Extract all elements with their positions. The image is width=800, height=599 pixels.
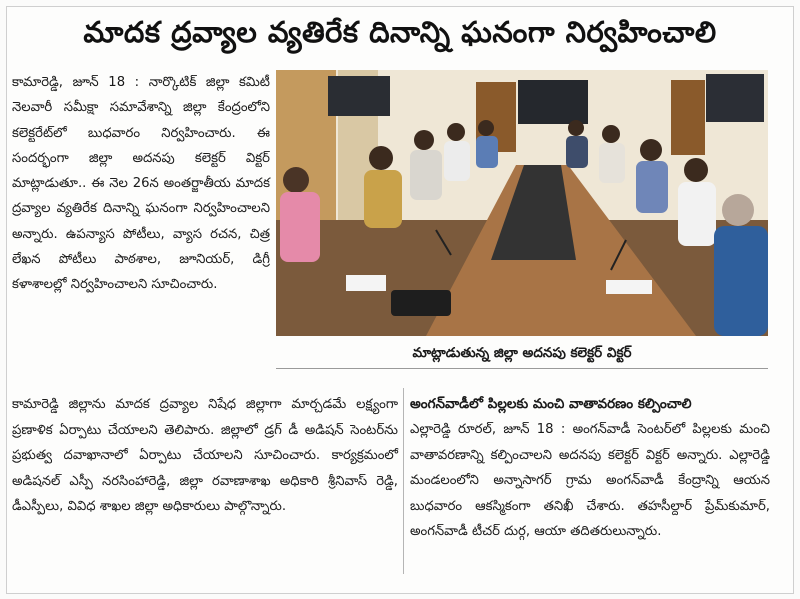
- headline: మాదక ద్రవ్యాల వ్యతిరేక దినాన్ని ఘనంగా నిర్వహించాలి: [83, 15, 717, 49]
- side-story-headline: అంగన్‌వాడీలో పిల్లలకు మంచి వాతావరణం కల్పించాలి: [410, 396, 692, 412]
- article-lead-paragraph: కామారెడ్డి, జూన్ 18 : నార్కొటిక్ జిల్లా కమిటీ నెలవారీ సమీక్షా సమావేశాన్ని జిల్లా కేంద్రంలోని కలెక్టరేట్‌లో బుధవారం నిర్వహించారు. ఈ సందర్భంగా జిల్లా అదనపు కలెక్టర్ విక్టర్ మాట్లాడుతూ.. ఈ నెల 26న అంతర్జాతీయ మాదక ద్రవ్యాల వ్యతిరేక దినాన్ని ఘనంగా నిర్వహించాలని అన్నారు. ఉపన్యాస పోటీలు, వ్యాస రచన, చిత్ర లేఖన పోటీలు పాఠశాల, జూనియర్, డిగ్రీ కళాశాలల్లో నిర్వహించాలని సూచించారు.: [12, 75, 270, 293]
- side-story-paragraph: ఎల్లారెడ్డి రూరల్, జూన్ 18 : అంగన్‌వాడీ సెంటర్‌లో పిల్లలకు మంచి వాతావరణాన్ని కల్పించాలని అదనపు కలెక్టర్ విక్టర్ అన్నారు. ఎల్లారెడ్డి మండలంలోని అన్నాసాగర్ గ్రామ అంగన్‌వాడీ కేంద్రాన్ని ఆయన బుధవారం ఆకస్మికంగా తనిఖీ చేశారు. తహసీల్దార్ ప్రేమ్‌కుమార్, అంగన్‌వాడీ టీచర్ దుర్గ, ఆయా తదితరులున్నారు.: [410, 422, 770, 539]
- photo-caption: మాట్లాడుతున్న జిల్లా అదనపు కలెక్టర్ విక్టర్: [412, 345, 632, 361]
- article-continued-paragraph: కామారెడ్డి జిల్లాను మాదక ద్రవ్యాల నిషేధ జిల్లాగా మార్చడమే లక్ష్యంగా ప్రణాళిక ఏర్పాటు చేయాలని తెలిపారు. జిల్లాలో డ్రగ్ డీ అడిషన్ సెంటర్‌ను ప్రభుత్వ దవాఖానాలో ఏర్పాటు చేయాలని సూచించారు. కార్యక్రమంలో అడిషనల్ ఎస్పీ నరసింహారెడ్డి, జిల్లా రవాణాశాఖ అధికారి శ్రీనివాస్ రెడ్డి, డీఎస్పీలు, వివిధ శాఖల జిల్లా అధికారులు పాల్గొన్నారు.: [12, 397, 398, 514]
- meeting-photo: [276, 70, 768, 336]
- article-continued-column: [12, 392, 398, 520]
- column-divider: [403, 388, 404, 574]
- article-lead-column: [12, 70, 270, 298]
- meeting-photo-illustration: [276, 70, 768, 336]
- side-story-column: [410, 417, 770, 545]
- caption-divider: [276, 368, 768, 369]
